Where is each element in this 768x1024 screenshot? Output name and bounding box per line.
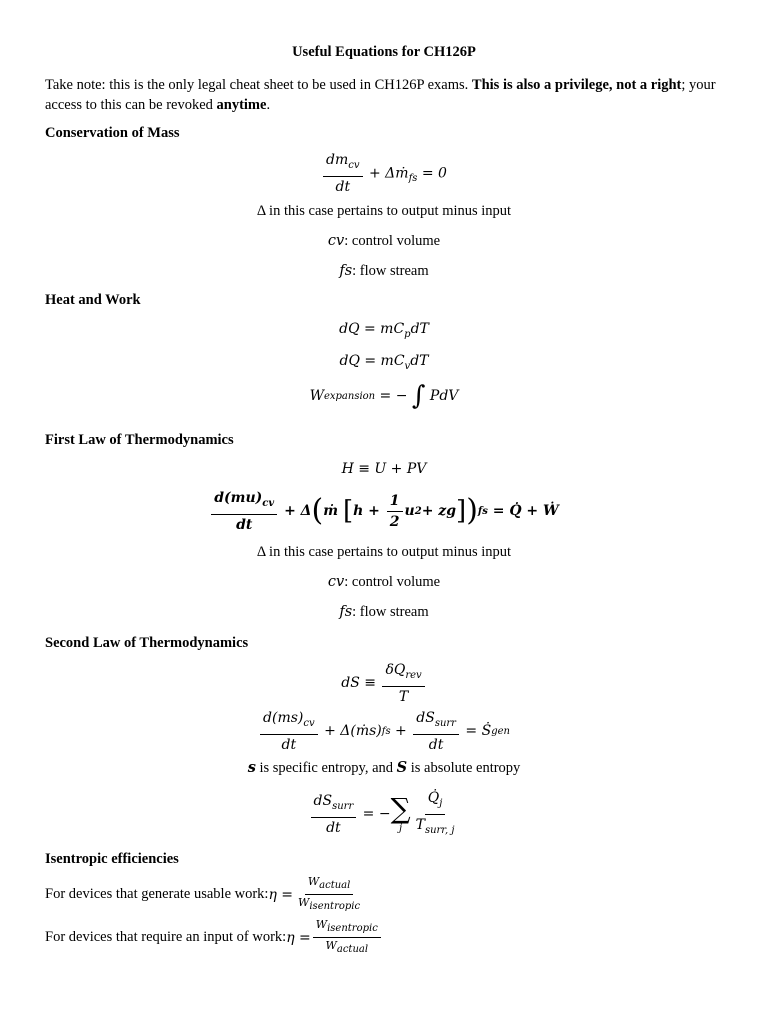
fs-description: : flow stream bbox=[352, 604, 429, 620]
isentropic-generate-line: For devices that generate usable work: η = $\frac{W_{actual}}{W_{isentropic}}$ bbox=[45, 875, 361, 913]
heading-first-law: First Law of Thermodynamics bbox=[45, 432, 234, 448]
note-cv-mass bbox=[0, 233, 768, 250]
intro-text-1: Take note: this is the only legal cheat sheet to be used in CH126P exams. bbox=[45, 77, 472, 93]
absolute-entropy-symbol: S bbox=[396, 759, 408, 776]
cv-description: : control volume bbox=[344, 574, 441, 590]
heading-isentropic-efficiencies: Isentropic efficiencies bbox=[45, 851, 179, 867]
intro-bold-1: This is also a privilege, not a right bbox=[471, 77, 682, 93]
note-fs-mass bbox=[0, 263, 768, 280]
note-fs-first bbox=[0, 604, 768, 621]
cv-description: : control volume bbox=[344, 233, 441, 249]
intro-text-2: ; your access to this can be revoked bbox=[45, 77, 716, 113]
heading-heat-and-work: Heat and Work bbox=[45, 292, 141, 308]
equation-mass-balance: $\frac{dm_{cv}}{dt}$ + Δṁ$_{fs}$ = 0 bbox=[0, 152, 768, 195]
page-title: Useful Equations for CH126P bbox=[292, 44, 476, 60]
fs-description: : flow stream bbox=[352, 263, 429, 279]
heading-second-law: Second Law of Thermodynamics bbox=[45, 635, 249, 651]
absolute-entropy-text: is absolute entropy bbox=[407, 760, 521, 776]
cv-symbol: cv bbox=[327, 574, 345, 590]
note-delta-first: Δ in this case pertains to output minus input bbox=[256, 544, 512, 560]
note-delta-mass: Δ in this case pertains to output minus input bbox=[256, 203, 512, 219]
note-cv-first bbox=[0, 574, 768, 591]
generate-work-text: For devices that generate usable work: bbox=[45, 886, 269, 903]
specific-entropy-text: is specific entropy, and bbox=[255, 760, 397, 776]
equation-dq-cv: dQ = $mC_vdT$ bbox=[339, 353, 429, 372]
equation-first-law: $\frac{d(mu)_{cv}}{dt}$ + Δ ( ṁ [ h + $\frac{1}{2}$ u 2 + zg ] ) fs = Q̇ + Ẇ bbox=[0, 490, 768, 533]
intro-text-3: . bbox=[266, 97, 271, 113]
specific-entropy-symbol: s bbox=[247, 759, 256, 776]
intro-paragraph bbox=[45, 75, 735, 115]
require-work-text: For devices that require an input of work: bbox=[45, 929, 287, 946]
note-entropy-types bbox=[0, 759, 768, 777]
equation-expansion-work: W expansion = − ∫ PdV bbox=[309, 381, 459, 411]
isentropic-require-line: For devices that require an input of work: η = $\frac{W_{isentropic}}{W_{actual}}$ bbox=[45, 919, 383, 956]
equation-entropy-balance: $\frac{d(ms)_{cv}}{dt}$ + Δ(ṁs) fs + $\frac{dS_{surr}}{dt}$ = Ṡ gen bbox=[0, 710, 768, 753]
fs-symbol: fs bbox=[339, 263, 353, 279]
cv-symbol: cv bbox=[327, 233, 345, 249]
fs-symbol: fs bbox=[339, 604, 353, 620]
heading-conservation-of-mass: Conservation of Mass bbox=[45, 125, 180, 141]
equation-enthalpy: H ≡ U + PV bbox=[341, 461, 427, 477]
equation-dq-cp: dQ = $mC_pdT$ bbox=[339, 321, 429, 340]
intro-bold-2: anytime bbox=[216, 97, 267, 113]
equation-surroundings-entropy: $\frac{dS_{surr}}{dt}$ = − ∑ j $\frac{Q̇_j}{T_{surr, j}}$ bbox=[0, 790, 768, 839]
equation-entropy-def: dS ≡ $\frac{\delta Q_{rev}}{T}$ bbox=[0, 662, 768, 705]
